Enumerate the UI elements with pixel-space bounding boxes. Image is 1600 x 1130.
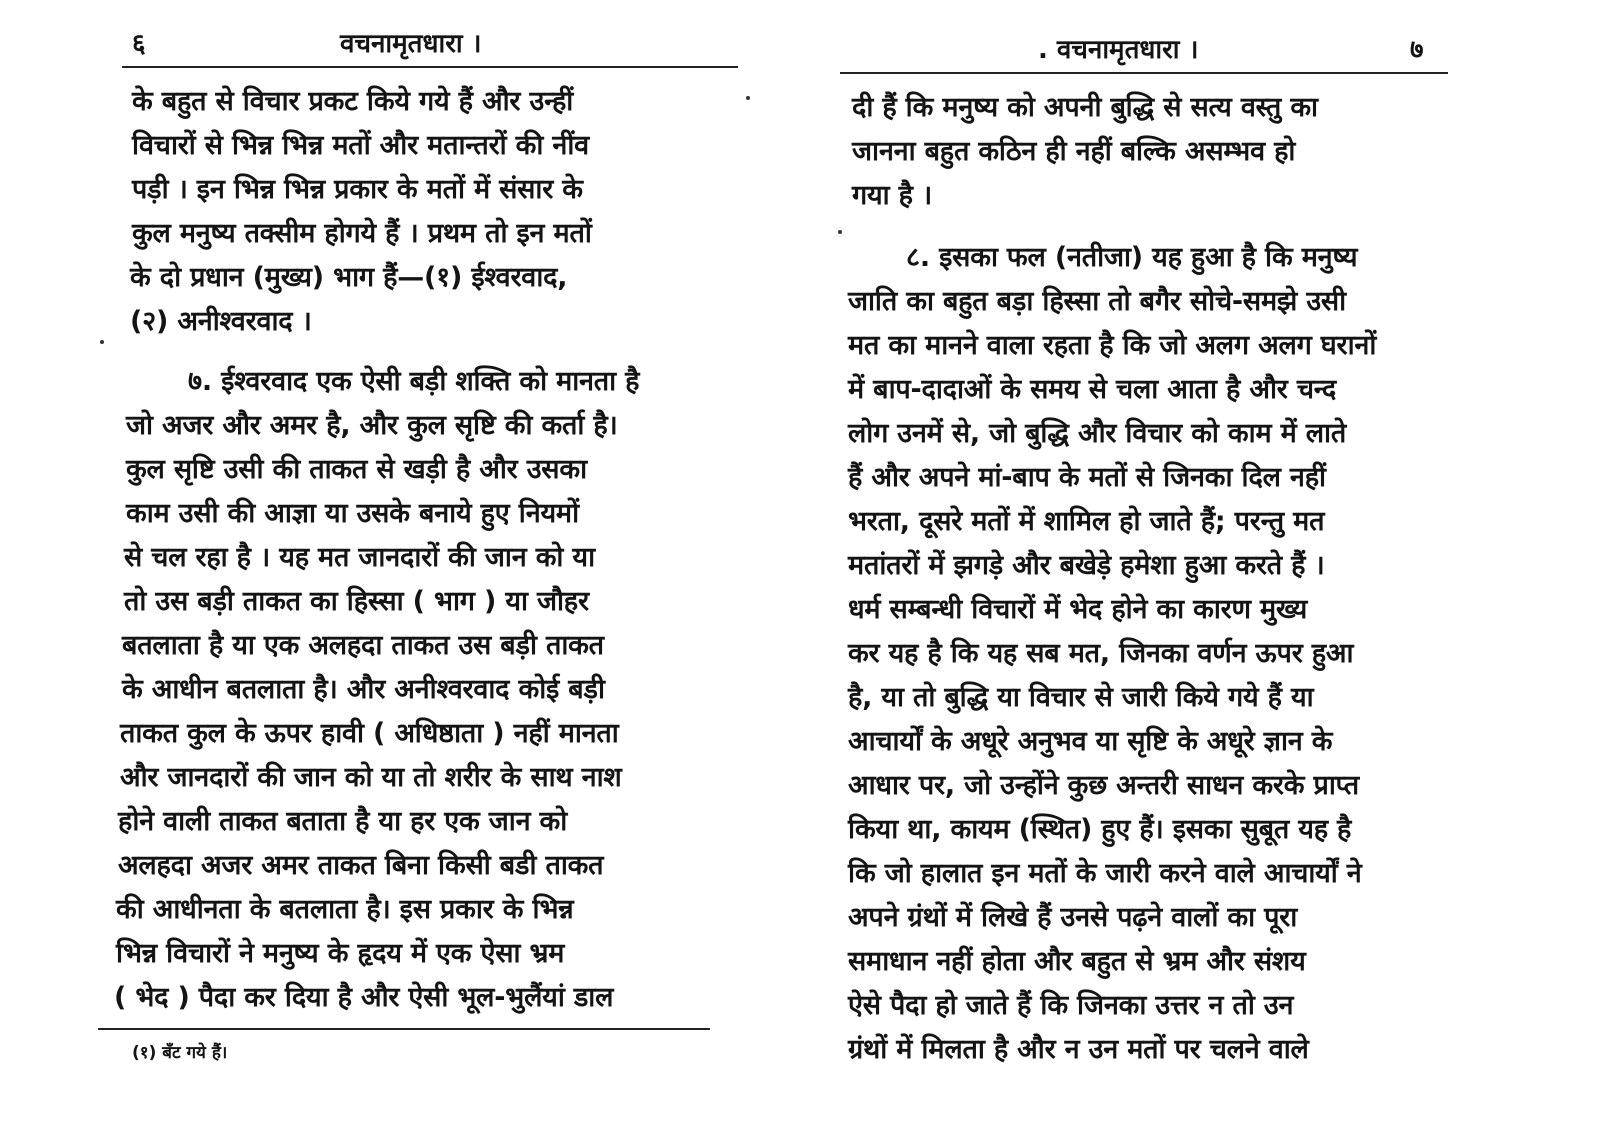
speck-mark <box>100 340 104 344</box>
text-line: समाधान नहीं होता और बहुत से भ्रम और संशय <box>848 946 1306 977</box>
text-line: आचार्यों के अधूरे अनुभव या सृष्टि के अधूरे ज्ञान के <box>848 726 1333 757</box>
text-line: कि जो हालात इन मतों के जारी करने वाले आचार्यों ने <box>848 858 1362 889</box>
text-line: गया है । <box>852 180 933 211</box>
text-line: भरता, दूसरे मतों में शामिल हो जाते हैं; परन्तु मत <box>848 506 1325 537</box>
left-running-head: वचनामृतधारा । <box>340 29 482 59</box>
paragraph-start-line: ७. ईश्वरवाद एक ऐसी बड़ी शक्ति को मानता है <box>188 366 640 397</box>
text-line: किया था, कायम (स्थित) हुए हैं। इसका सुबूत यह है <box>848 814 1352 845</box>
text-line: हैं और अपने मां-बाप के मतों से जिनका दिल नहीं <box>848 462 1326 493</box>
text-line: और जानदारों की जान को या तो शरीर के साथ नाश <box>120 762 622 793</box>
text-line: कुल सृष्टि उसी की ताकत से खड़ी है और उसका <box>126 454 587 485</box>
text-line: है, या तो बुद्धि या विचार से जारी किये गये हैं या <box>848 682 1314 713</box>
text-line: भिन्न विचारों ने मनुष्य के हृदय में एक ऐसा भ्रम <box>116 938 565 969</box>
text-line: जाति का बहुत बड़ा हिस्सा तो बगैर सोचे-समझे उसी <box>848 286 1346 317</box>
text-line: में बाप-दादाओं के समय से चला आता है और चन्द <box>848 374 1337 405</box>
right-running-head: . वचनामृतधारा । <box>1038 35 1199 65</box>
text-line: आधार पर, जो उन्होंने कुछ अन्तरी साधन करके प्राप्त <box>848 770 1359 801</box>
paragraph-start-line: ८. इसका फल (नतीजा) यह हुआ है कि मनुष्य <box>906 242 1358 273</box>
text-line: काम उसी की आज्ञा या उसके बनाये हुए नियमों <box>126 498 579 529</box>
text-line: विचारों से भिन्न भिन्न मतों और मतान्तरों की नींव <box>132 130 589 161</box>
text-line: के बहुत से विचार प्रकट किये गये हैं और उन्हीं <box>132 86 574 117</box>
text-line: दी हैं कि मनुष्य को अपनी बुद्धि से सत्य वस्तु का <box>852 92 1318 123</box>
text-line: मत का मानने वाला रहता है कि जो अलग अलग घरानों <box>848 330 1377 361</box>
text-line: के दो प्रधान (मुख्य) भाग हैं—(१) ईश्वरवाद, <box>130 262 568 293</box>
text-line: बतलाता है या एक अलहदा ताकत उस बड़ी ताकत <box>122 630 604 661</box>
text-line: लोग उनमें से, जो बुद्धि और विचार को काम में लाते <box>848 418 1347 449</box>
text-line: मतांतरों में झगड़े और बखेड़े हमेशा हुआ करते हैं । <box>848 550 1325 581</box>
left-page-number: ६ <box>132 29 146 59</box>
text-line: पड़ी । इन भिन्न भिन्न प्रकार के मतों में संसार के <box>132 174 583 205</box>
text-line: जो अजर और अमर है, और कुल सृष्टि की कर्ता है। <box>126 410 618 441</box>
header-rule <box>122 66 738 68</box>
right-page <box>810 0 1600 1130</box>
text-line: ऐसे पैदा हो जाते हैं कि जिनका उत्तर न तो उन <box>848 990 1294 1021</box>
text-line: अलहदा अजर अमर ताकत बिना किसी बडी ताकत <box>118 850 604 881</box>
text-line: कर यह है कि यह सब मत, जिनका वर्णन ऊपर हुआ <box>848 638 1354 669</box>
text-line: से चल रहा है । यह मत जानदारों की जान को या <box>124 542 595 573</box>
footnote-rule <box>98 1028 710 1030</box>
text-line: कुल मनुष्य तक्सीम होगये हैं । प्रथम तो इन मतों <box>132 218 592 249</box>
text-line: जानना बहुत कठिन ही नहीं बल्कि असम्भव हो <box>852 136 1296 167</box>
footnote: (१) बँट गये हैं। <box>132 1043 228 1063</box>
text-line: धर्म सम्बन्धी विचारों में भेद होने का कारण मुख्य <box>848 594 1308 625</box>
header-rule <box>840 72 1448 74</box>
text-line: ग्रंथों में मिलता है और न उन मतों पर चलने वाले <box>848 1034 1309 1065</box>
right-page-number: ७ <box>1410 35 1424 65</box>
text-line: ताकत कुल के ऊपर हावी ( अधिष्ठाता ) नहीं मानता <box>120 718 619 749</box>
speck-mark <box>746 96 750 100</box>
text-line: होने वाली ताकत बताता है या हर एक जान को <box>118 806 568 837</box>
text-line: तो उस बड़ी ताकत का हिस्सा ( भाग ) या जौहर <box>124 586 589 617</box>
text-line: की आधीनता के बतलाता है। इस प्रकार के भिन्न <box>116 894 574 925</box>
speck-mark <box>838 230 842 234</box>
text-line: ( भेद ) पैदा कर दिया है और ऐसी भूल-भुलैंयां डाल <box>114 982 614 1013</box>
text-line: अपने ग्रंथों में लिखे हैं उनसे पढ़ने वालों का पूरा <box>848 902 1298 933</box>
text-line: (२) अनीश्वरवाद । <box>130 306 312 337</box>
left-page <box>0 0 760 1130</box>
text-line: के आधीन बतलाता है। और अनीश्वरवाद कोई बड़ी <box>122 674 605 705</box>
